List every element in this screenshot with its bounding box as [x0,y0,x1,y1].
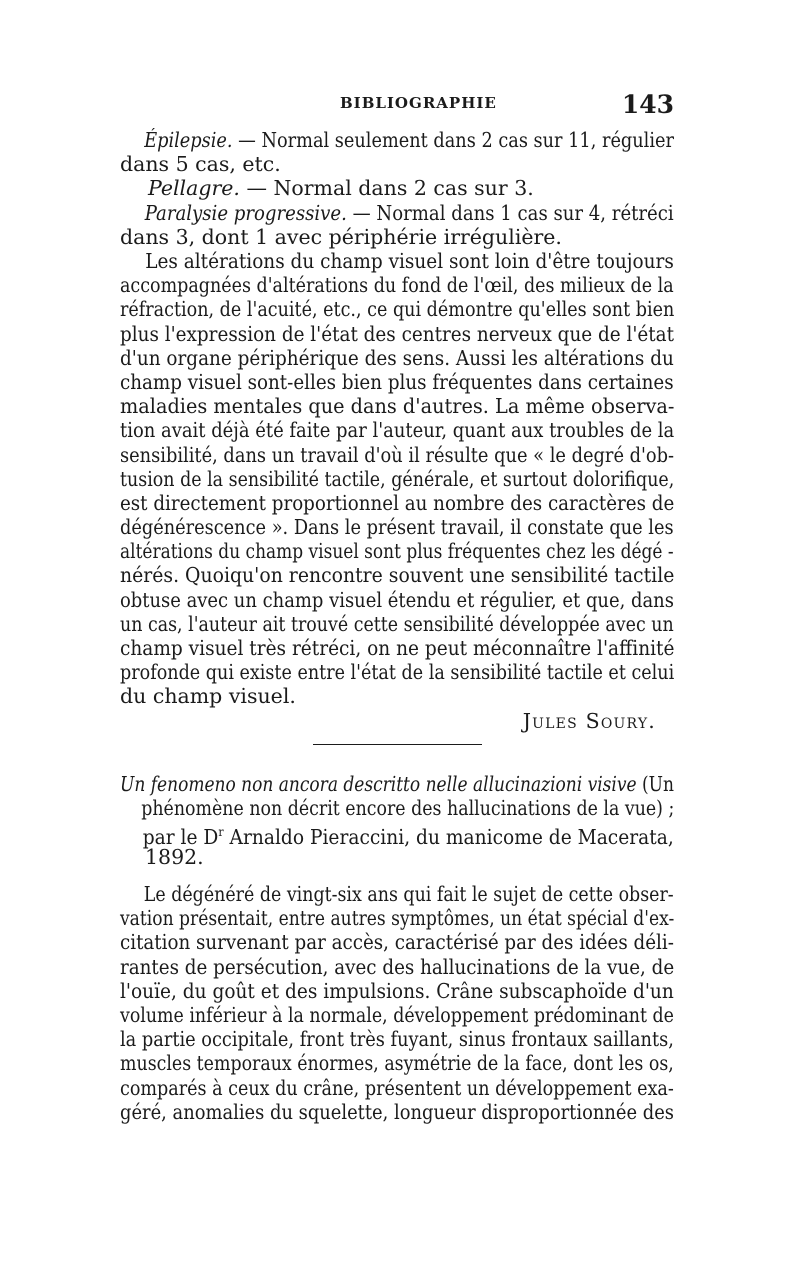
author-signature: Jules Soury. [522,708,656,733]
entry-continuation: dans 5 cas, etc. [120,152,281,177]
entry-text: — Normal dans 1 cas sur 4, rétréci [346,200,674,225]
title-translation: phénomène non décrit encore des hallucinations de la vue) ; [141,796,675,821]
case-paragraph [120,882,674,1124]
paragraph-line: géré, anomalies du squelette, longueur disproportionnée des [120,1099,674,1124]
italian-title: Un fenomeno non ancora descritto nelle allucinazioni visive [120,772,637,796]
paragraph-line: nérés. Quoiqu'on rencontre souvent une sensibilité tactile [120,563,675,588]
entry-label: Paralysie progressive. [144,200,347,225]
paragraph-line: maladies mentales que dans d'autres. La même observa- [120,394,675,419]
paragraph-line: accompagnées d'altérations du fond de l'œil, des milieux de la [120,273,674,298]
paragraph-line: l'ouïe, du goût et des impulsions. Crâne subscaphoïde d'un [120,978,674,1003]
entry-label: Épilepsie. [144,128,233,152]
paragraph-line: est directement proportionnel au nombre des caractères de [120,490,675,515]
paragraph-line: rantes de persécution, avec des hallucinations de la vue, de [120,954,675,979]
signature-line [120,709,674,733]
paragraph-line: profonde qui existe entre l'état de la sensibilité tactile et celui [120,660,675,685]
paragraph-line: plus l'expression de l'état des centres nerveux que de l'état [120,321,675,346]
paragraph-line: tusion de la sensibilité tactile, générale, et surtout dolorifique, [120,466,675,491]
paragraph-line: dégénérescence ». Dans le présent travail, il constate que les [120,515,674,540]
paragraph-line: champ visuel sont-elles bien plus fréquentes dans certaines [120,369,674,394]
paragraph-line: obtuse avec un champ visuel étendu et régulier, et que, dans [120,587,674,612]
paragraph-line: muscles temporaux énormes, asymétrie de la face, dont les os, [120,1051,674,1076]
author-prefix: par le D [142,825,219,850]
paragraph-line: d'un organe périphérique des sens. Aussi les altérations du [120,345,674,370]
entry-epilepsie [120,128,674,152]
paragraph-line: du champ visuel. [120,684,296,709]
paragraph-line: altérations du champ visuel sont plus fréquentes chez les dégé - [120,539,674,564]
paragraph-line: la partie occipitale, front très fuyant, sinus frontaux saillants, [120,1027,674,1052]
paragraph-line: Le dégénéré de vingt-six ans qui fait le sujet de cette obser- [143,882,674,906]
title-year: 1892. [145,844,204,869]
title-line [120,772,674,796]
title-author-line [120,820,674,850]
paragraph-line: vation présentait, entre autres symptômes, un état spécial d'ex- [120,906,675,931]
article-title-block [120,772,674,869]
diagnosis-entries [120,128,674,249]
paragraph-line: Les altérations du champ visuel sont loin d'être toujours [145,249,674,273]
entry-pellagre [120,176,674,200]
doctor-superscript: r [218,825,224,840]
entry-paralysie [120,200,674,225]
entry-continuation: dans 3, dont 1 avec périphérie irrégulière. [120,224,562,249]
paragraph-line: réfraction, de l'acuité, etc., ce qui démontre qu'elles sont bien [120,297,675,322]
entry-label: Pellagre. [148,176,240,201]
section-divider [313,744,482,745]
review-paragraph [120,249,674,733]
author-affiliation: Arnaldo Pieraccini, du manicome de Macerata, [223,825,674,850]
paragraph-line: un cas, l'auteur ait trouvé cette sensibilité développée avec un [120,611,674,636]
paragraph-line: comparés à ceux du crâne, présentent un développement exa- [120,1075,674,1100]
paragraph-line: tion avait déjà été faite par l'auteur, quant aux troubles de la [120,418,675,443]
entry-text: — Normal seulement dans 2 cas sur 11, régulier [232,128,674,152]
paragraph-line: sensibilité, dans un travail d'où il résulte que « le degré d'ob- [120,442,675,467]
running-title: BIBLIOGRAPHIE [340,94,497,112]
paragraph-line: volume inférieur à la normale, développement prédominant de [120,1002,674,1027]
paragraph-line: citation survenant par accès, caractérisé par des idées déli- [120,930,674,955]
page-header [120,90,674,122]
entry-text: — Normal dans 2 cas sur 3. [239,176,534,201]
paragraph-line: champ visuel très rétréci, on ne peut méconnaître l'affinité [120,636,675,660]
page-number: 143 [621,90,674,119]
title-translation-open: (Un [636,772,674,796]
